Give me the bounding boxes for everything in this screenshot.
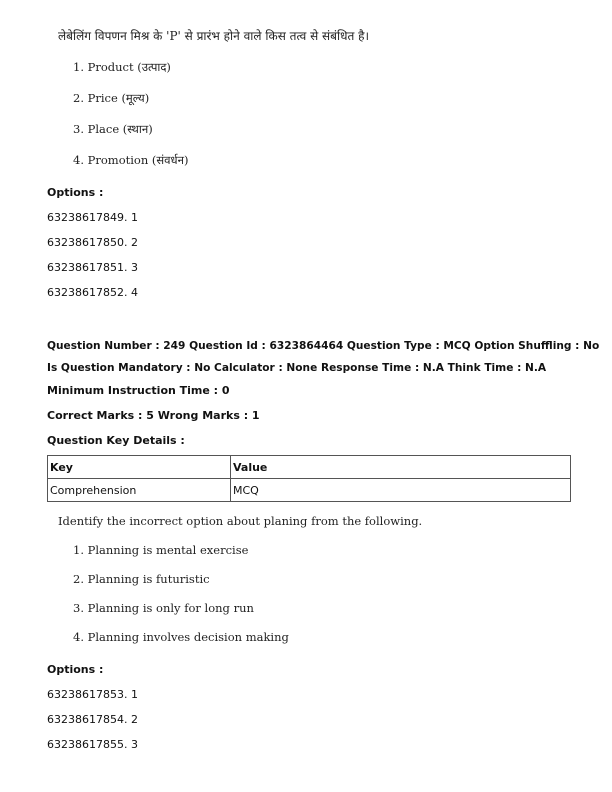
table-cell: Comprehension <box>48 479 231 502</box>
option-item: 63238617849. 1 <box>47 211 138 224</box>
option-item: 63238617854. 2 <box>47 713 138 726</box>
question-stem: Identify the incorrect option about planing from the following. <box>58 514 423 528</box>
table-header-cell: Value <box>231 456 571 479</box>
options-label: Options : <box>47 663 104 676</box>
option-item: 63238617853. 1 <box>47 688 138 701</box>
question-item: 2. Price (मूल्य) <box>73 91 150 105</box>
marks-line: Correct Marks : 5 Wrong Marks : 1 <box>47 409 260 422</box>
question-item: 1. Product (उत्पाद) <box>73 60 171 74</box>
key-details-label: Question Key Details : <box>47 434 185 447</box>
table-cell: MCQ <box>231 479 571 502</box>
question-meta-line: Question Number : 249 Question Id : 6323864464 Question Type : MCQ Option Shuffling : No <box>47 340 600 352</box>
table-row <box>48 479 571 502</box>
question-item: 4. Promotion (संवर्धन) <box>73 153 189 167</box>
question-item: 1. Planning is mental exercise <box>73 543 249 557</box>
option-item: 63238617852. 4 <box>47 286 138 299</box>
option-item: 63238617855. 3 <box>47 738 138 751</box>
option-item: 63238617850. 2 <box>47 236 138 249</box>
question-meta-line: Is Question Mandatory : No Calculator : None Response Time : N.A Think Time : N.A <box>47 362 547 374</box>
key-details-table <box>47 455 571 502</box>
question-item: 2. Planning is futuristic <box>73 572 210 586</box>
table-header-cell: Key <box>48 456 231 479</box>
question-item: 4. Planning involves decision making <box>73 630 289 644</box>
table-header-row <box>48 456 571 479</box>
option-item: 63238617851. 3 <box>47 261 138 274</box>
options-label: Options : <box>47 186 104 199</box>
question-item: 3. Place (स्थान) <box>73 122 153 136</box>
question-stem: लेबेलिंग विपणन मिश्र के 'P' से प्रारंभ होने वाले किस तत्व से संबंधित है। <box>58 29 370 43</box>
question-item: 3. Planning is only for long run <box>73 601 254 615</box>
question-meta-line: Minimum Instruction Time : 0 <box>47 384 230 397</box>
